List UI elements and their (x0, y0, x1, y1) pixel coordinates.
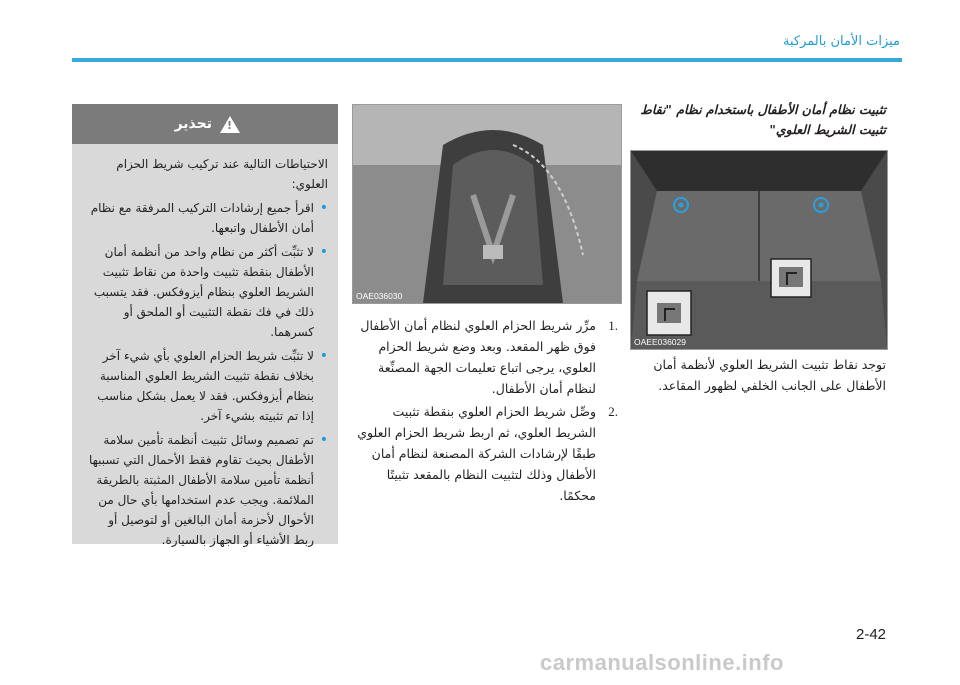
step-item (352, 315, 618, 399)
step-item (352, 401, 618, 506)
trunk-anchor-photo (630, 150, 888, 350)
right-column (628, 100, 886, 140)
warning-box (72, 104, 338, 547)
step-text: مرِّر شريط الحزام العلوي لنظام أمان الأطفال فوق ظهر المقعد. وبعد وضع شريط الحزام العلوي، يرجى اتباع تعليمات الجهة المصنِّعة لنظام أمان الأطفال. (360, 318, 596, 396)
warning-item: • لا تثبِّت شريط الحزام العلوي بأي شيء آخر بخلاف نقطة تثبيت الشريط العلوي المناسبة بنظام أيزوفكس. فقد لا يعمل بشكل مناسب إذا تم تثبيته بشيء آخر. (84, 346, 328, 426)
warning-intro: الاحتياطات التالية عند تركيب شريط الحزام العلوي: (116, 157, 328, 191)
anchor-description: توجد نقاط تثبيت الشريط العلوي لأنظمة أمان الأطفال على الجانب الخلفي لظهور المقاعد. (653, 357, 886, 393)
warning-header (72, 104, 338, 144)
warning-item: • اقرأ جميع إرشادات التركيب المرفقة مع نظام أمان الأطفال واتبعها. (84, 198, 328, 238)
warning-title: تحذير (174, 116, 212, 132)
warning-item: • تم تصميم وسائل تثبيت أنظمة تأمين سلامة الأطفال بحيث تقاوم فقط الأحمال التي تسببها أنظمة تأمين سلامة الأطفال المثبتة بالطريقة الملائمة. ويجب عدم استخدامها بأي حال من الأحوال لأحزمة أمان البالغين أو لتوصيل أو ربط الأشياء أو الجهاز بالسيارة. (84, 430, 328, 550)
photo-code: OAEE036029 (634, 337, 686, 347)
watermark: carmanualsonline.info (540, 650, 784, 675)
child-seat-photo (352, 104, 622, 304)
step-number: 2. (608, 404, 618, 419)
step-text: وصِّل شريط الحزام العلوي بنقطة تثبيت الشريط العلوي، ثم اربط شريط الحزام العلوي طبقًا لإرشادات الشركة المصنعة لنظام أمان الأطفال وذلك لتثبيت النظام بالمقعد تثبيتًا محكمًا. (357, 404, 596, 503)
header-rule (72, 58, 902, 62)
warning-body (72, 144, 338, 550)
photo-code: OAE036030 (356, 291, 403, 301)
page-number: 2-42 (856, 626, 887, 643)
step-number: 1. (608, 318, 618, 333)
warning-icon (220, 116, 240, 133)
child-seat-illustration (353, 105, 621, 303)
trunk-illustration (631, 151, 887, 349)
warning-item: • لا تثبِّت أكثر من نظام واحد من أنظمة أمان الأطفال بنقطة تثبيت واحدة من نقاط تثبيت الشريط العلوي بنظام أيزوفكس. فقد يتسبب ذلك في فك نقطة التثبيت أو الملحق أو كسرهما. (84, 242, 328, 342)
warning-list (84, 198, 328, 550)
section-header-title: ميزات الأمان بالمركبة (783, 34, 900, 49)
section-heading: تثبيت نظام أمان الأطفال باستخدام نظام "نقاط تثبيت الشريط العلوي" (640, 102, 886, 137)
installation-steps (352, 315, 618, 508)
